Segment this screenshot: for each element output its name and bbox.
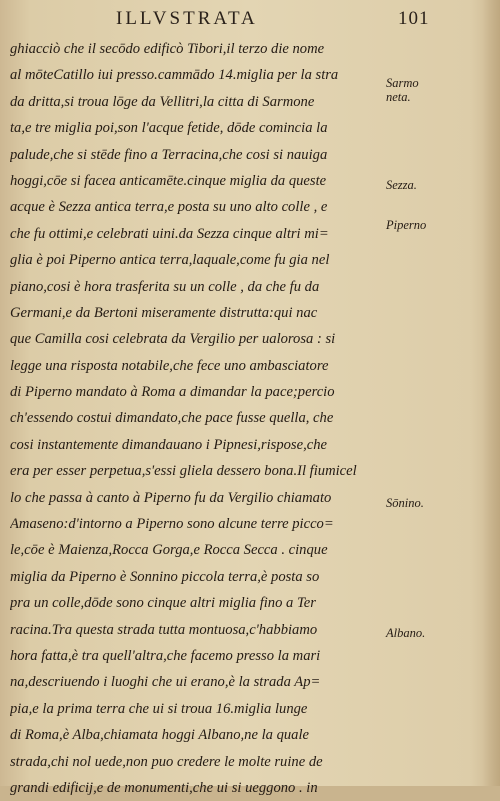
text-line: le,cōe è Maienza,Rocca Gorga,e Rocca Secca . cinque	[10, 542, 328, 559]
text-line: miglia da Piperno è Sonnino piccola terra,è posta so	[10, 568, 320, 585]
text-line: glia è poi Piperno antica terra,laquale,come fu gia nel	[10, 252, 330, 269]
margin-note-piperno	[386, 218, 426, 232]
text-line: racina.Tra questa strada tutta montuosa,c'habbiamo	[10, 621, 318, 638]
text-line: piano,cosi è hora trasferita su un colle , da che fu da	[10, 278, 320, 295]
text-line: che fu ottimi,e celebrati uini.da Sezza cinque altri mi=	[10, 225, 329, 242]
text-line: ta,e tre miglia poi,son l'acque fetide, dōde comincia la	[10, 120, 328, 137]
text-line: da dritta,si troua lōge da Vellitri,la citta di Sarmone	[10, 93, 315, 110]
margin-note-sezza	[386, 178, 417, 192]
page-header	[0, 8, 500, 32]
text-line: palude,che si stēde fino a Terracina,che cosi si nauiga	[10, 146, 328, 163]
text-line: Germani,e da Bertoni miseramente distrutta:qui nac	[10, 304, 318, 321]
margin-note-text: Sezza.	[386, 178, 417, 192]
text-line: legge una risposta notabile,che fece uno ambasciatore	[10, 357, 329, 374]
text-line: pra un colle,dōde sono cinque altri miglia fino a Ter	[10, 595, 316, 612]
text-line: era per esser perpetua,s'essi gliela dessero bona.Il fiumicel	[10, 463, 357, 480]
page-edge-shadow	[482, 0, 500, 786]
margin-note-text: Sōnino.	[386, 496, 424, 510]
text-line: grandi edificij,e de monumenti,che ui si ueggono . in	[10, 779, 318, 796]
running-title: ILLVSTRATA	[116, 8, 258, 29]
text-line: que Camilla cosi celebrata da Vergilio per ualorosa : si	[10, 331, 336, 348]
text-line: cosi instantemente dimandauano i Pipnesi,rispose,che	[10, 436, 327, 453]
text-line: ghiacciò che il secōdo edificò Tibori,il terzo die nome	[10, 41, 325, 57]
text-line: al mōteCatillo iui presso.cammādo 14.miglia per la stra	[10, 67, 339, 84]
text-line: di Piperno mandato à Roma a dimandar la pace;percio	[10, 384, 335, 401]
text-line: lo che passa à canto à Piperno fu da Vergilio chiamato	[10, 489, 332, 506]
text-line: acque è Sezza antica terra,e posta su uno alto colle , e	[10, 199, 328, 216]
text-line: hora fatta,è tra quell'altra,che facemo presso la mari	[10, 647, 321, 664]
margin-note-text: Albano.	[386, 626, 426, 640]
margin-note-text: Piperno	[386, 218, 427, 232]
margin-note-albano	[386, 626, 425, 640]
margin-note-text: Sarmo	[386, 76, 419, 90]
text-line: na,descriuendo i luoghi che ui erano,è la strada Ap=	[10, 674, 321, 691]
margin-note-sonnino	[386, 496, 424, 510]
text-line: Amaseno:d'intorno a Piperno sono alcune terre picco=	[10, 516, 334, 533]
text-line: pia,e la prima terra che ui si troua 16.miglia lunge	[10, 700, 308, 717]
text-line: ch'essendo costui dimandato,che pace fusse quella, che	[10, 410, 334, 427]
text-line: di Roma,è Alba,chiamata hoggi Albano,ne la quale	[10, 727, 310, 744]
margin-note-text: neta.	[386, 90, 411, 104]
text-line: hoggi,cōe si facea anticamēte.cinque miglia da queste	[10, 172, 327, 189]
margin-note-sarmoneta	[386, 76, 419, 104]
text-line: strada,chi nol uede,non puo credere le molte ruine de	[10, 753, 323, 770]
page-number: 101	[398, 8, 430, 29]
body-text	[10, 36, 390, 801]
